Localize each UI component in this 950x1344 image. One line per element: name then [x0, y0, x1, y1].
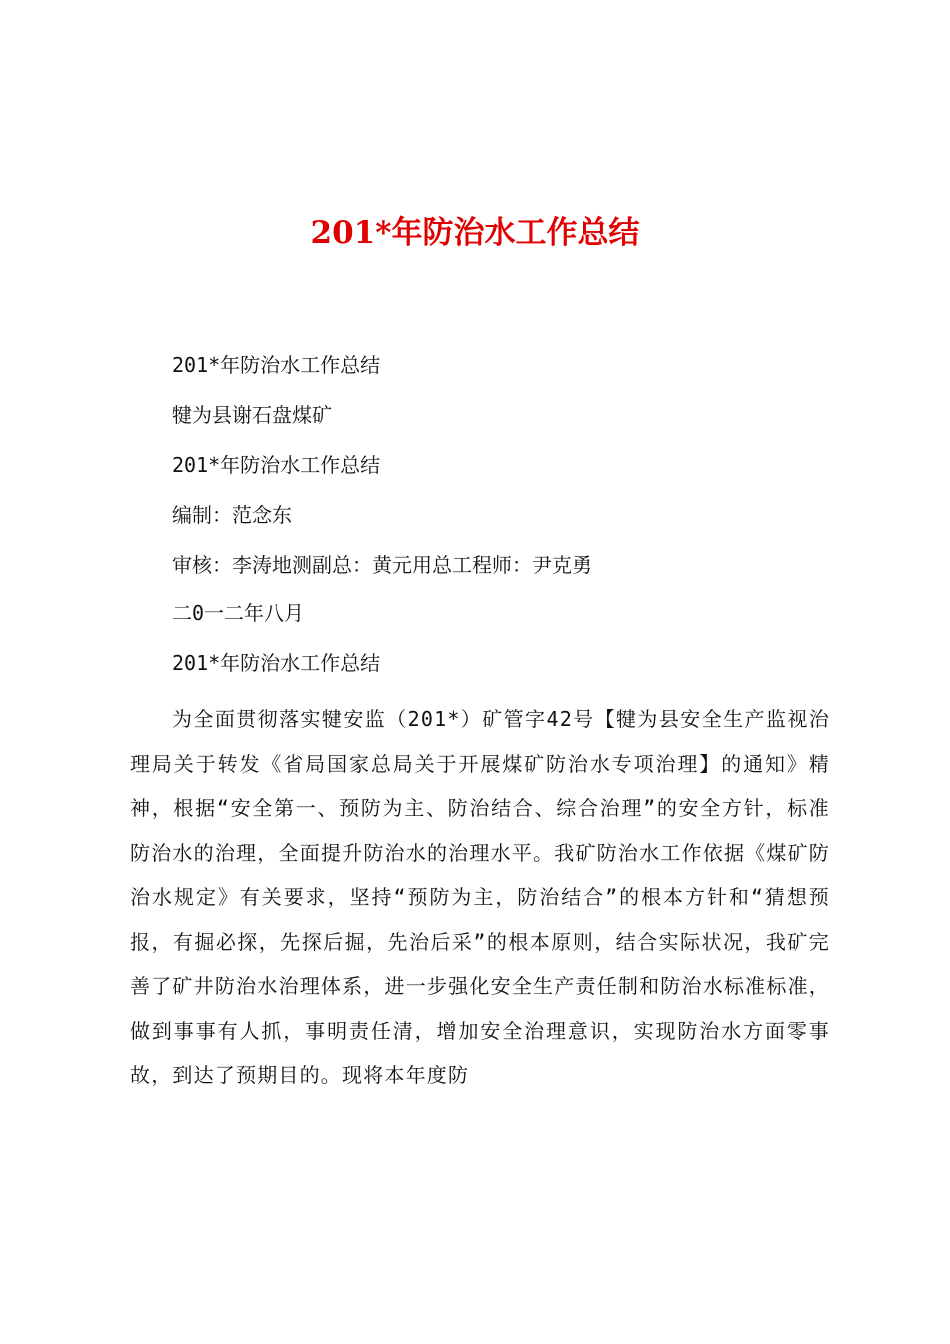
meta-line-company: 犍为县谢石盘煤矿: [172, 403, 332, 427]
meta-line-author: 编制：范念东: [172, 503, 292, 527]
meta-line-title-repeat: 201*年防治水工作总结: [172, 453, 381, 477]
meta-line-reviewers: 审核：李涛地测副总：黄元用总工程师：尹克勇: [172, 553, 592, 577]
meta-line-title: 201*年防治水工作总结: [172, 353, 381, 377]
meta-line-section-title: 201*年防治水工作总结: [172, 651, 381, 675]
meta-line-date: 二0一二年八月: [172, 601, 305, 625]
document-title: 201*年防治水工作总结: [310, 215, 640, 251]
body-paragraph: 为全面贯彻落实犍安监（201*）矿管字42号【犍为县安全生产监视治理局关于转发《省局国家总局关于开展煤矿防治水专项治理】的通知》精神，根据“安全第一、预防为主、防治结合、综合治理”的安全方针，标准防治水的治理，全面提升防治水的治理水平。我矿防治水工作依据《煤矿防治水规定》有关要求，坚持“预防为主，防治结合”的根本方针和“猜想预报，有掘必探，先探后掘，先治后采”的根本原则，结合实际状况，我矿完善了矿井防治水治理体系，进一步强化安全生产责任制和防治水标准标准，做到事事有人抓，事明责任清，增加安全治理意识，实现防治水方面零事故，到达了预期目的。现将本年度防: [130, 707, 830, 1087]
